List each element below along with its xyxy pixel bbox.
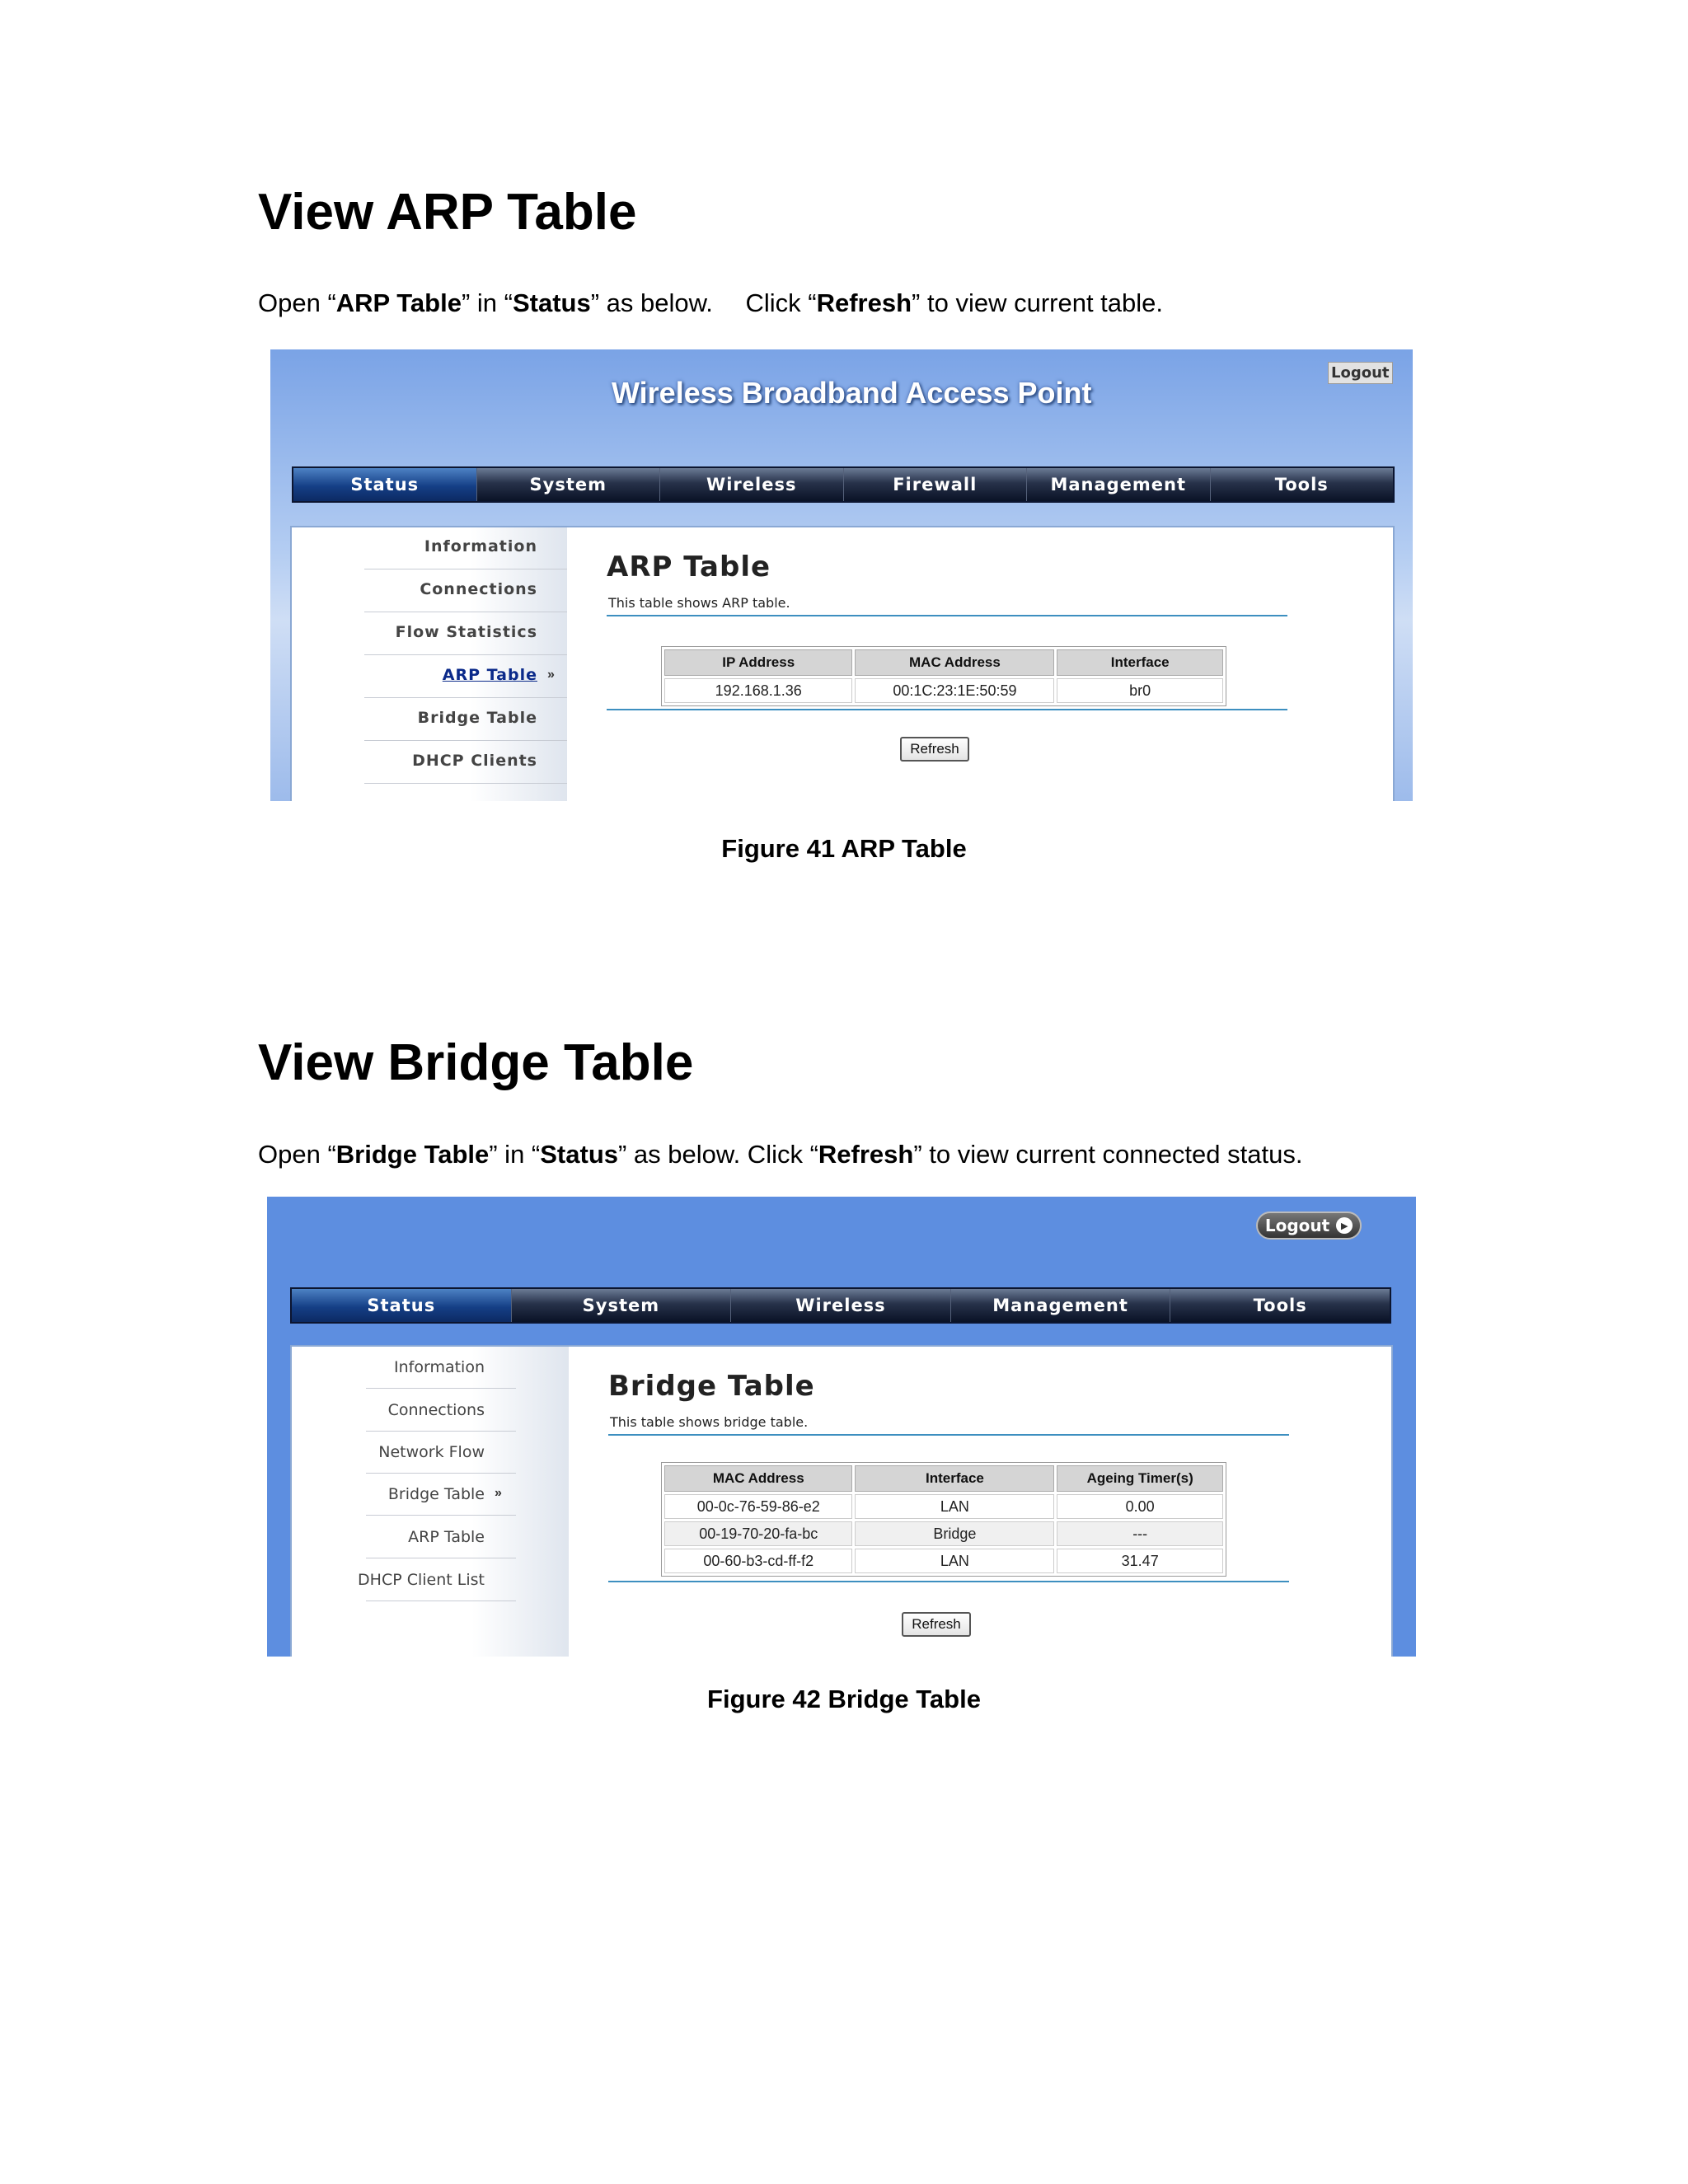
sidebar-item-information[interactable]: Information (394, 1358, 485, 1376)
column-header: MAC Address (855, 649, 1054, 676)
intro-text-arp: Open “ARP Table” in “Status” as below. Click “Refresh” to view current table. (258, 288, 1164, 317)
column-header: IP Address (664, 649, 852, 676)
banner-title: Wireless Broadband Access Point (612, 376, 1092, 410)
sidebar (292, 527, 567, 801)
sidebar-divider (364, 783, 567, 784)
tab-status[interactable]: Status (292, 1289, 511, 1322)
table-row (664, 1549, 1223, 1573)
page-description: This table shows bridge table. (610, 1414, 809, 1430)
tab-wireless[interactable]: Wireless (659, 468, 843, 501)
title-rule (608, 1434, 1289, 1436)
logout-button[interactable]: Logout ▶ (1256, 1212, 1362, 1240)
table-cell: 00-60-b3-cd-ff-f2 (664, 1549, 852, 1573)
sidebar-item-flow-statistics[interactable]: Flow Statistics (395, 623, 537, 641)
figure-caption-41: Figure 41 ARP Table (721, 834, 967, 863)
table-cell: 31.47 (1057, 1549, 1223, 1573)
sidebar (292, 1347, 569, 1657)
main-nav (292, 466, 1395, 503)
figure-caption-42: Figure 42 Bridge Table (707, 1685, 981, 1713)
sidebar-item-arp-table[interactable]: ARP Table (408, 1528, 485, 1546)
main-nav (290, 1287, 1391, 1324)
sidebar-item-bridge-table[interactable]: Bridge Table (387, 1485, 485, 1503)
tab-tools[interactable]: Tools (1210, 468, 1394, 501)
sidebar-item-bridge-table[interactable]: Bridge Table (417, 709, 537, 727)
refresh-button[interactable]: Refresh (900, 737, 969, 762)
tab-management[interactable]: Management (950, 1289, 1170, 1322)
sidebar-item-connections[interactable]: Connections (420, 580, 537, 598)
sidebar-item-network-flow[interactable]: Network Flow (378, 1443, 485, 1461)
table-cell: LAN (855, 1494, 1054, 1519)
table-cell: 00-19-70-20-fa-bc (664, 1521, 852, 1546)
sidebar-divider (364, 697, 567, 698)
bridge-table (661, 1462, 1226, 1577)
table-rule (607, 709, 1287, 710)
table-cell: LAN (855, 1549, 1054, 1573)
table-cell: --- (1057, 1521, 1223, 1546)
tab-firewall[interactable]: Firewall (843, 468, 1027, 501)
tab-tools[interactable]: Tools (1170, 1289, 1390, 1322)
table-row (664, 1521, 1223, 1546)
sidebar-divider (366, 1473, 516, 1474)
content-panel (290, 526, 1395, 801)
refresh-button[interactable]: Refresh (902, 1612, 971, 1637)
double-chevron-right-icon: » (495, 1486, 502, 1500)
tab-status[interactable]: Status (293, 468, 476, 501)
tab-management[interactable]: Management (1026, 468, 1210, 501)
column-header: Interface (855, 1465, 1054, 1492)
page-description: This table shows ARP table. (608, 595, 790, 611)
sidebar-item-dhcp-client-list[interactable]: DHCP Client List (358, 1571, 485, 1589)
tab-system[interactable]: System (476, 468, 660, 501)
content-panel (290, 1345, 1393, 1657)
sidebar-item-arp-table[interactable]: ARP Table (442, 666, 537, 684)
table-row (664, 1494, 1223, 1519)
page-title: ARP Table (607, 551, 771, 583)
table-rule (608, 1581, 1289, 1582)
sidebar-divider (366, 1388, 516, 1389)
sidebar-divider (364, 740, 567, 741)
bridge-table-screenshot (267, 1197, 1416, 1657)
double-chevron-right-icon: » (547, 668, 555, 682)
table-cell: 00-0c-76-59-86-e2 (664, 1494, 852, 1519)
sidebar-divider (366, 1431, 516, 1432)
tab-system[interactable]: System (511, 1289, 731, 1322)
arp-table-screenshot (270, 349, 1413, 801)
sidebar-item-connections[interactable]: Connections (387, 1401, 485, 1419)
table-cell: Bridge (855, 1521, 1054, 1546)
column-header: Ageing Timer(s) (1057, 1465, 1223, 1492)
sidebar-item-dhcp-clients[interactable]: DHCP Clients (412, 752, 537, 770)
table-cell: 00:1C:23:1E:50:59 (855, 678, 1054, 703)
intro-text-bridge: Open “Bridge Table” in “Status” as below. Click “Refresh” to view current connected status. (258, 1140, 1303, 1169)
column-header: Interface (1057, 649, 1223, 676)
logout-button[interactable]: Logout (1328, 362, 1393, 384)
table-cell: 192.168.1.36 (664, 678, 852, 703)
table-row (664, 678, 1223, 703)
column-header: MAC Address (664, 1465, 852, 1492)
arp-table (661, 646, 1226, 706)
sidebar-divider (364, 654, 567, 655)
table-cell: br0 (1057, 678, 1223, 703)
section-heading-bridge: View Bridge Table (258, 1034, 694, 1091)
section-heading-arp: View ARP Table (258, 184, 637, 241)
table-cell: 0.00 (1057, 1494, 1223, 1519)
play-arrow-icon: ▶ (1336, 1217, 1353, 1234)
title-rule (607, 615, 1287, 616)
sidebar-divider (366, 1515, 516, 1516)
sidebar-item-information[interactable]: Information (424, 537, 537, 555)
tab-wireless[interactable]: Wireless (730, 1289, 950, 1322)
page-title: Bridge Table (608, 1370, 815, 1403)
